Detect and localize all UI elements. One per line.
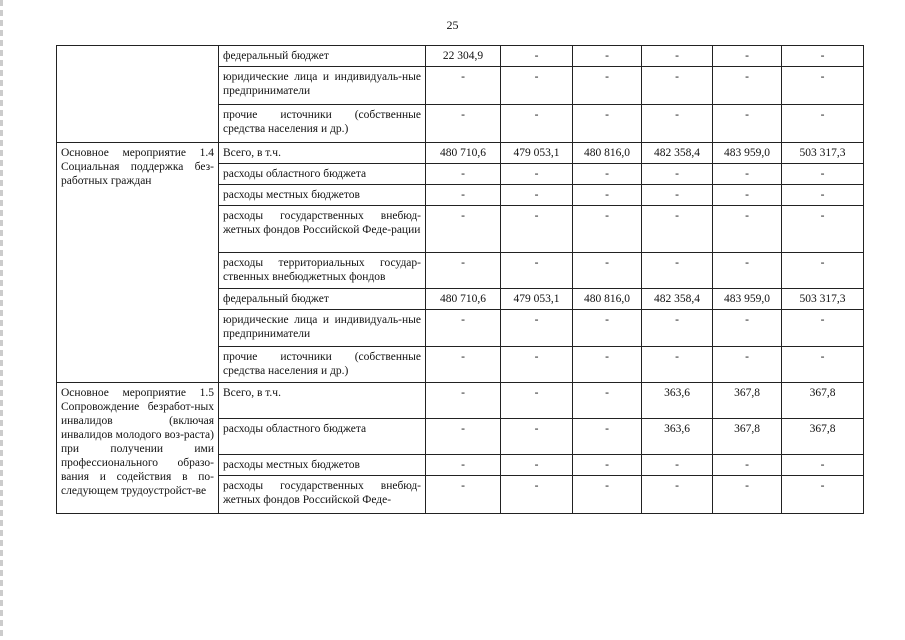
value-cell: 483 959,0 — [713, 143, 782, 164]
value-cell: 363,6 — [642, 419, 713, 455]
page-number: 25 — [446, 18, 459, 32]
funding-source-cell: прочие источники (собственные средства населения и др.) — [219, 105, 426, 143]
value-cell: - — [713, 46, 782, 67]
value-cell: - — [782, 347, 864, 383]
value-cell: - — [426, 105, 501, 143]
value-cell: - — [573, 185, 642, 206]
value-cell: 483 959,0 — [713, 289, 782, 310]
value-cell: - — [782, 185, 864, 206]
value-cell: - — [782, 310, 864, 347]
value-cell: - — [713, 164, 782, 185]
value-cell: - — [642, 347, 713, 383]
value-cell: - — [426, 185, 501, 206]
value-cell: 480 710,6 — [426, 289, 501, 310]
value-cell: 479 053,1 — [501, 289, 573, 310]
value-cell: 367,8 — [713, 383, 782, 419]
value-cell: - — [713, 310, 782, 347]
value-cell: - — [642, 185, 713, 206]
value-cell: - — [573, 46, 642, 67]
value-cell: - — [782, 67, 864, 105]
funding-source-cell: расходы областного бюджета — [219, 164, 426, 185]
value-cell: 503 317,3 — [782, 143, 864, 164]
funding-source-cell: расходы государственных внебюд-жетных фондов Российской Феде-рации — [219, 206, 426, 253]
value-cell: - — [713, 185, 782, 206]
funding-source-cell: расходы государственных внебюд-жетных фондов Российской Феде- — [219, 476, 426, 514]
value-cell: - — [426, 476, 501, 514]
funding-source-cell: расходы местных бюджетов — [219, 185, 426, 206]
table-row — [57, 46, 864, 67]
value-cell: - — [782, 164, 864, 185]
value-cell: - — [642, 105, 713, 143]
funding-source-cell: расходы территориальных государ-ственных внебюджетных фондов — [219, 253, 426, 289]
value-cell: - — [782, 476, 864, 514]
value-cell: - — [501, 455, 573, 476]
value-cell: - — [426, 67, 501, 105]
value-cell: - — [573, 476, 642, 514]
value-cell: - — [713, 253, 782, 289]
value-cell: - — [426, 347, 501, 383]
value-cell: - — [782, 253, 864, 289]
value-cell: - — [573, 164, 642, 185]
value-cell: - — [501, 46, 573, 67]
value-cell: - — [573, 383, 642, 419]
value-cell: - — [713, 67, 782, 105]
value-cell: - — [501, 164, 573, 185]
value-cell: - — [642, 455, 713, 476]
value-cell: - — [501, 185, 573, 206]
value-cell: 482 358,4 — [642, 143, 713, 164]
funding-source-cell: расходы местных бюджетов — [219, 455, 426, 476]
value-cell: 367,8 — [713, 419, 782, 455]
value-cell: - — [573, 455, 642, 476]
value-cell: - — [573, 105, 642, 143]
value-cell: 480 816,0 — [573, 143, 642, 164]
table-row — [57, 383, 864, 419]
activity-cell: Основное мероприятие 1.5 Сопровождение безработ-ных инвалидов (включая инвалидов молодого воз-раста) при получении ими профессионального образо-вания и содействия в по-следующем трудоустройст-ве — [57, 383, 219, 514]
funding-source-cell: юридические лица и индивидуаль-ные предприниматели — [219, 67, 426, 105]
value-cell: 479 053,1 — [501, 143, 573, 164]
value-cell: 482 358,4 — [642, 289, 713, 310]
value-cell: 22 304,9 — [426, 46, 501, 67]
value-cell: - — [501, 310, 573, 347]
value-cell: - — [642, 206, 713, 253]
funding-source-cell: федеральный бюджет — [219, 289, 426, 310]
funding-source-cell: федеральный бюджет — [219, 46, 426, 67]
value-cell: - — [713, 476, 782, 514]
value-cell: 503 317,3 — [782, 289, 864, 310]
value-cell: - — [642, 67, 713, 105]
value-cell: - — [713, 347, 782, 383]
value-cell: - — [782, 46, 864, 67]
value-cell: 480 710,6 — [426, 143, 501, 164]
value-cell: 367,8 — [782, 419, 864, 455]
value-cell: - — [501, 476, 573, 514]
activity-cell: Основное мероприятие 1.4 Социальная поддержка без-работных граждан — [57, 143, 219, 383]
funding-source-cell: расходы областного бюджета — [219, 419, 426, 455]
value-cell: - — [426, 253, 501, 289]
value-cell: - — [642, 476, 713, 514]
value-cell: - — [426, 383, 501, 419]
value-cell: - — [426, 455, 501, 476]
value-cell: - — [573, 347, 642, 383]
funding-source-cell: Всего, в т.ч. — [219, 143, 426, 164]
value-cell: - — [782, 206, 864, 253]
value-cell: - — [573, 419, 642, 455]
activity-cell — [57, 46, 219, 143]
value-cell: - — [642, 46, 713, 67]
value-cell: - — [782, 105, 864, 143]
value-cell: 363,6 — [642, 383, 713, 419]
value-cell: - — [426, 419, 501, 455]
funding-source-cell: прочие источники (собственные средства населения и др.) — [219, 347, 426, 383]
value-cell: - — [642, 310, 713, 347]
value-cell: - — [501, 105, 573, 143]
value-cell: - — [501, 347, 573, 383]
value-cell: - — [426, 310, 501, 347]
value-cell: 367,8 — [782, 383, 864, 419]
value-cell: - — [642, 164, 713, 185]
value-cell: - — [426, 164, 501, 185]
value-cell: - — [573, 206, 642, 253]
value-cell: - — [573, 253, 642, 289]
funding-source-cell: юридические лица и индивидуаль-ные предприниматели — [219, 310, 426, 347]
value-cell: - — [642, 253, 713, 289]
value-cell: - — [713, 455, 782, 476]
value-cell: - — [426, 206, 501, 253]
value-cell: - — [501, 67, 573, 105]
value-cell: - — [573, 310, 642, 347]
value-cell: - — [501, 419, 573, 455]
funding-table — [56, 45, 864, 514]
page-edge-mark — [0, 0, 3, 640]
value-cell: - — [782, 455, 864, 476]
table-row — [57, 143, 864, 164]
funding-source-cell: Всего, в т.ч. — [219, 383, 426, 419]
value-cell: - — [573, 67, 642, 105]
value-cell: - — [713, 206, 782, 253]
value-cell: 480 816,0 — [573, 289, 642, 310]
value-cell: - — [501, 383, 573, 419]
value-cell: - — [713, 105, 782, 143]
value-cell: - — [501, 206, 573, 253]
value-cell: - — [501, 253, 573, 289]
